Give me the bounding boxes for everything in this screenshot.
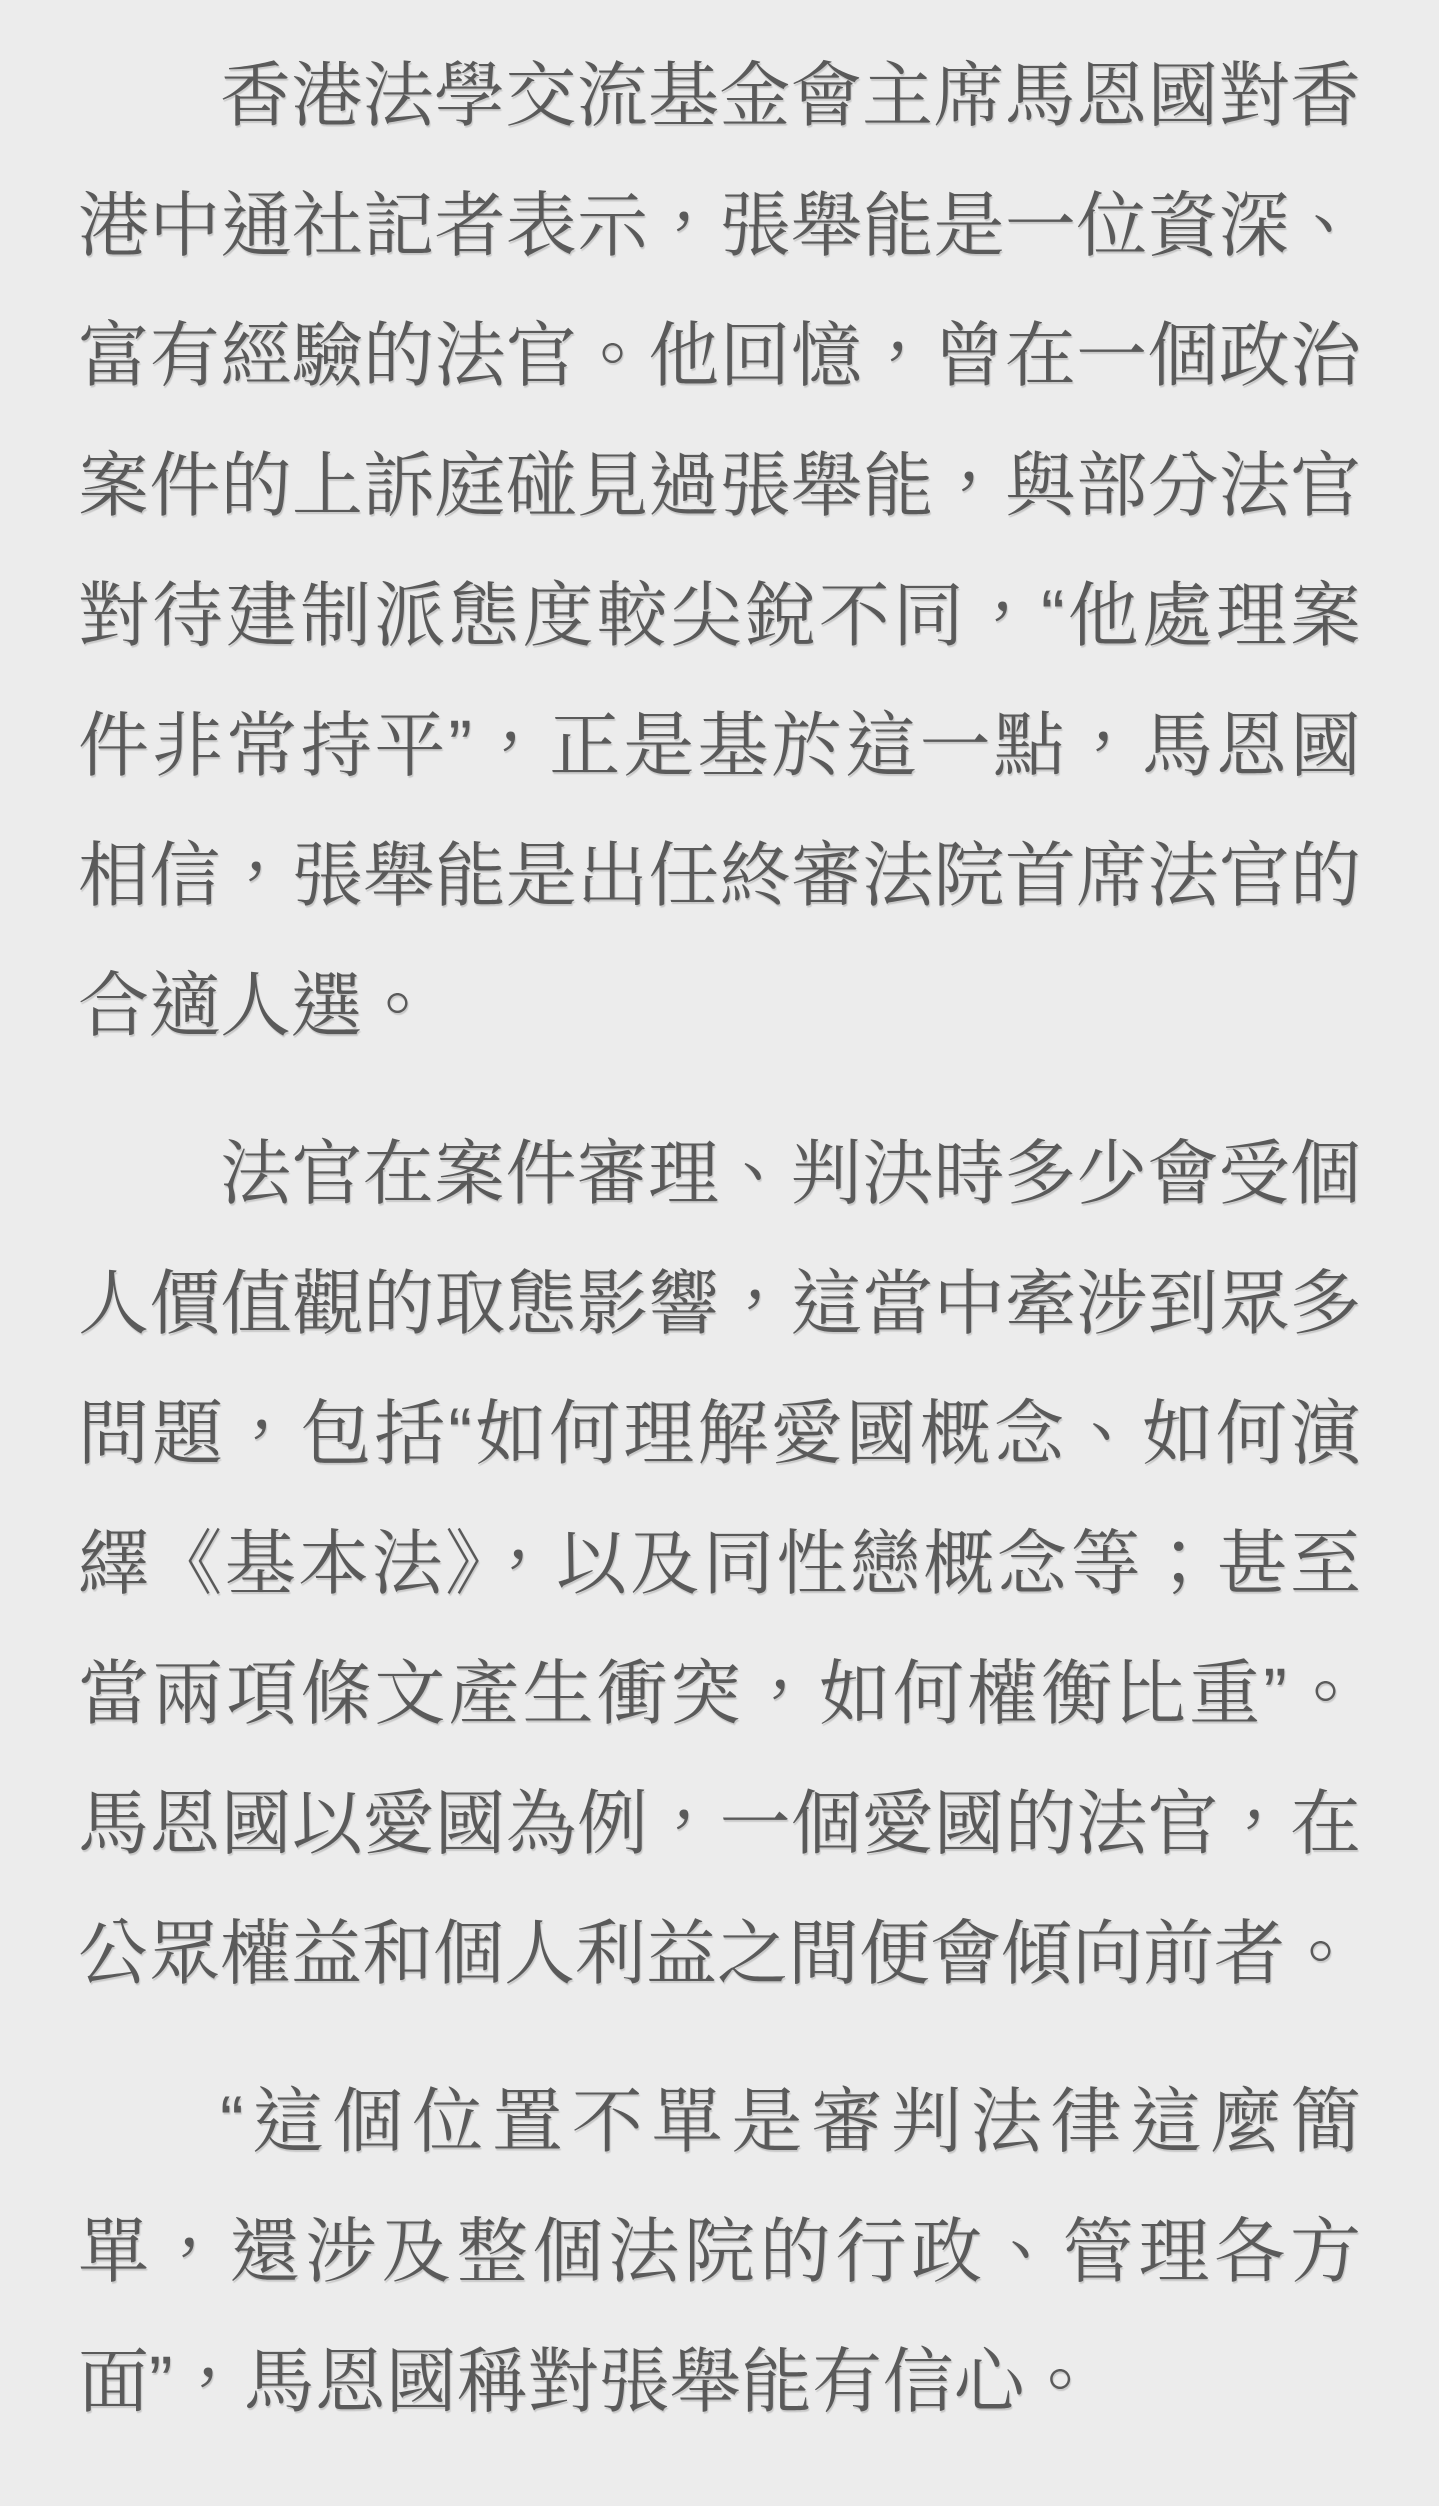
article-paragraph-2: 法官在案件審理、判決時多少會受個人價值觀的取態影響，這當中牽涉到眾多問題，包括“如何理解愛國概念、如何演繹《基本法》，以及同性戀概念等；甚至當兩項條文產生衝突，如何權衡比重”。馬恩國以愛國為例，一個愛國的法官，在公眾權益和個人利益之間便會傾向前者。: [78, 1135, 1361, 1994]
article-paragraph-1: 香港法學交流基金會主席馬恩國對香港中通社記者表示，張舉能是一位資深、富有經驗的法官。他回憶，曾在一個政治案件的上訴庭碰見過張舉能，與部分法官對待建制派態度較尖銳不同，“他處理案件非常持平”，正是基於這一點，馬恩國相信，張舉能是出任終審法院首席法官的合適人選。: [78, 57, 1361, 1046]
article-paragraph-3: “這個位置不單是審判法律這麼簡單，還涉及整個法院的行政、管理各方面”，馬恩國稱對張舉能有信心。: [78, 2083, 1361, 2422]
